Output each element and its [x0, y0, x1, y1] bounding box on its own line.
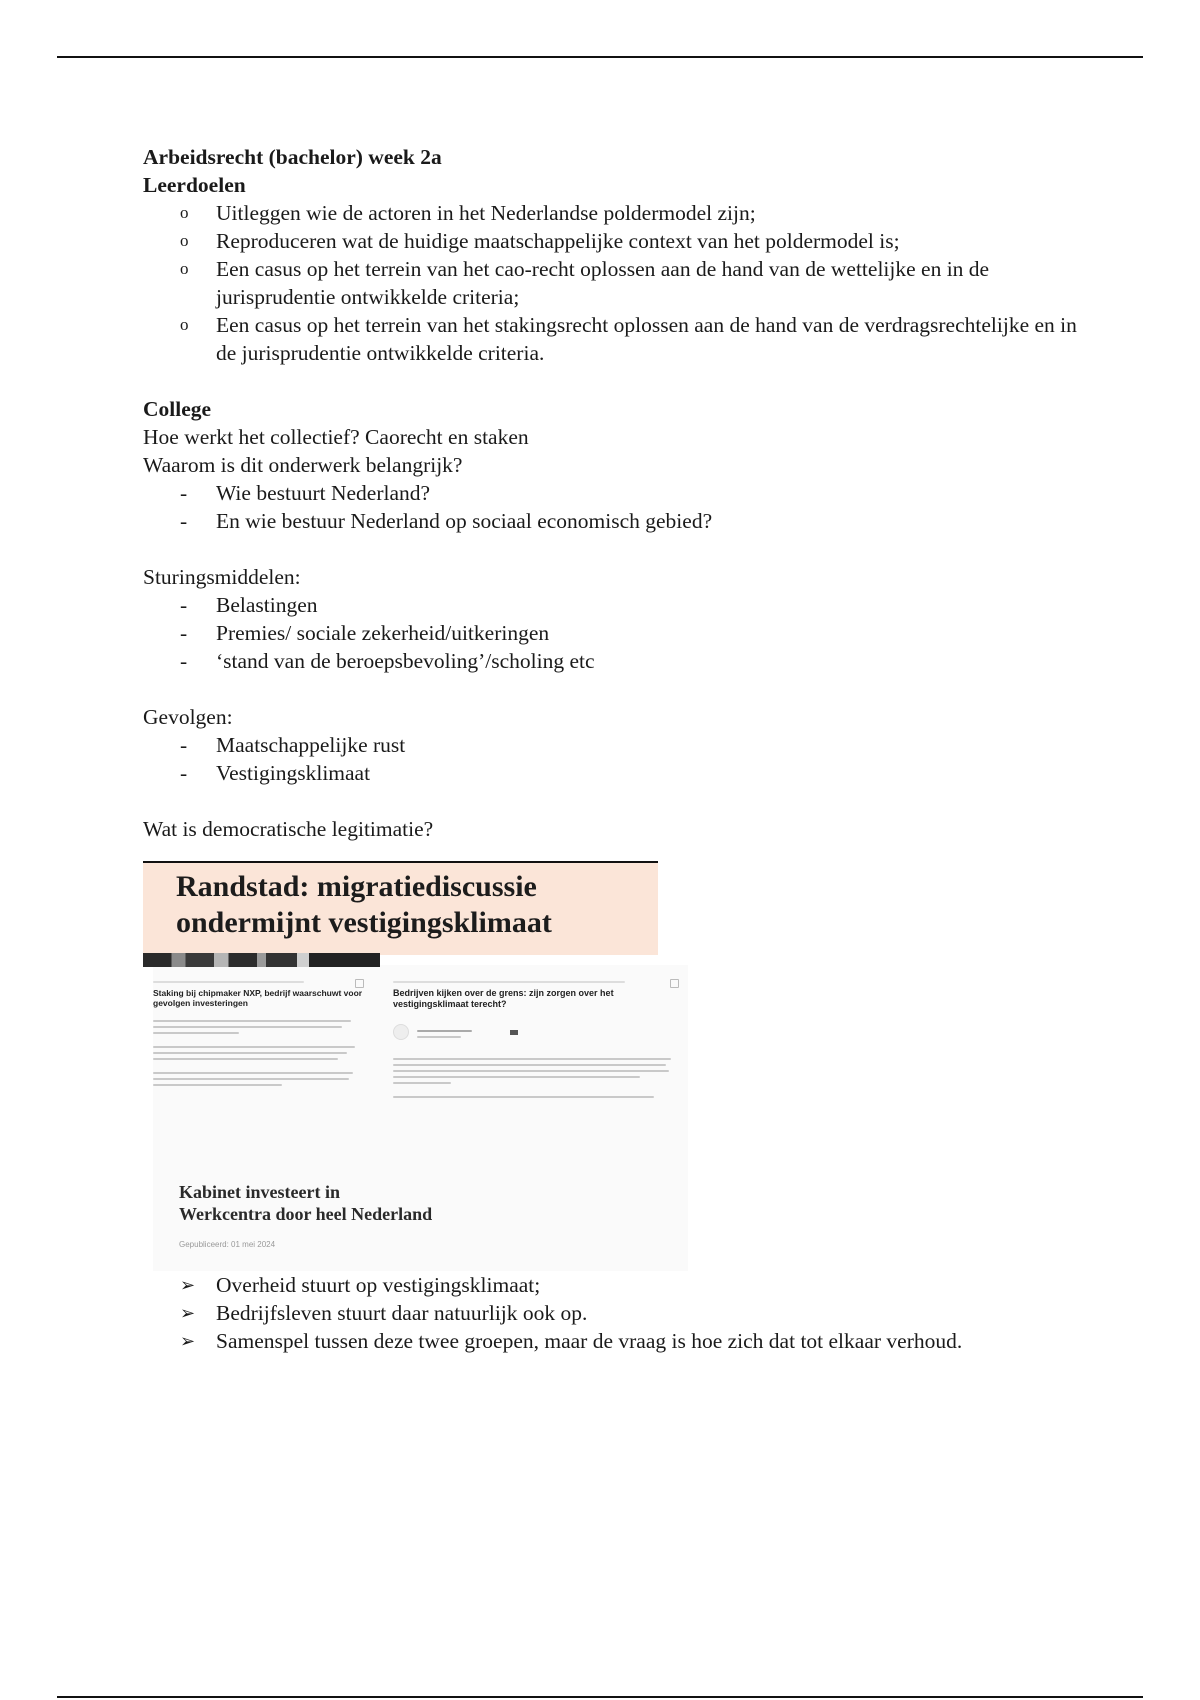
- college-line-1: Hoe werkt het collectief? Caorecht en staken: [143, 425, 529, 449]
- news-collage-image: [143, 861, 688, 1271]
- list-item-text: Premies/ sociale zekerheid/uitkeringen: [216, 621, 550, 645]
- arrow-bullet-icon: ➢: [180, 1331, 196, 1351]
- arrow-bullet-icon: ➢: [180, 1303, 196, 1323]
- badge-icon: [510, 1030, 518, 1035]
- list-item: [143, 255, 1083, 311]
- list-item-text: Bedrijfsleven stuurt daar natuurlijk ook op.: [216, 1301, 588, 1325]
- circle-bullet-icon: o: [180, 259, 189, 278]
- list-item-text: Uitleggen wie de actoren in het Nederlandse poldermodel zijn;: [216, 201, 756, 225]
- learning-goals-heading: Leerdoelen: [143, 173, 246, 197]
- circle-bullet-icon: o: [180, 315, 189, 334]
- published-date: Gepubliceerd: 01 mei 2024: [179, 1240, 276, 1249]
- dash-bullet-icon: -: [180, 481, 188, 505]
- list-item-text: Maatschappelijke rust: [216, 733, 406, 757]
- list-item-text: ‘stand van de beroepsbevoling’/scholing etc: [216, 649, 595, 673]
- college-line-2: Waarom is dit onderwerk belangrijk?: [143, 453, 463, 477]
- bottom-rule: [57, 1696, 1143, 1698]
- top-rule: [57, 56, 1143, 58]
- document-title: Arbeidsrecht (bachelor) week 2a: [143, 145, 442, 169]
- college-heading: College: [143, 397, 212, 421]
- list-item: [143, 591, 1083, 619]
- kabinet-line-1: Kabinet investeert in: [179, 1182, 340, 1202]
- list-item-text: Een casus op het terrein van het cao-recht oplossen aan de hand van de wettelijke en in de jurisprudentie ontwikkelde criteria;: [216, 257, 990, 309]
- author-row: [393, 1024, 683, 1040]
- dash-bullet-icon: -: [180, 649, 188, 673]
- list-item: [143, 507, 1083, 535]
- gevolgen-list: [143, 731, 1083, 787]
- article-card-nxp: [153, 979, 368, 1159]
- learning-goals-list: [143, 199, 1083, 367]
- list-item-text: En wie bestuur Nederland op sociaal economisch gebied?: [216, 509, 713, 533]
- arrow-bullet-icon: ➢: [180, 1275, 196, 1295]
- college-questions-list: [143, 479, 1083, 535]
- sturingsmiddelen-list: [143, 591, 1083, 675]
- list-item: [143, 199, 1083, 227]
- article-card-vestigingsklimaat: [393, 979, 683, 1179]
- avatar: [393, 1024, 409, 1040]
- list-item: [143, 619, 1083, 647]
- dash-bullet-icon: -: [180, 761, 188, 785]
- headline-banner: [143, 861, 658, 955]
- legitimacy-question: Wat is democratische legitimatie?: [143, 817, 434, 841]
- list-item-text: Reproduceren wat de huidige maatschappelijke context van het poldermodel is;: [216, 229, 900, 253]
- headline-text: [176, 869, 552, 941]
- list-item: [143, 311, 1083, 367]
- dash-bullet-icon: -: [180, 593, 188, 617]
- gevolgen-heading: Gevolgen:: [143, 705, 233, 729]
- list-item-text: Vestigingsklimaat: [216, 761, 371, 785]
- list-item-text: Wie bestuurt Nederland?: [216, 481, 431, 505]
- list-item: [143, 731, 1083, 759]
- list-item: [143, 1299, 1083, 1327]
- kabinet-headline: [179, 1181, 432, 1225]
- list-item-text: Een casus op het terrein van het stakingsrecht oplossen aan de hand van de verdragsrechtelijke en in de jurisprudentie ontwikkelde criteria.: [216, 313, 1077, 365]
- document-body: [143, 143, 1083, 1355]
- headline-line-1: Randstad: migratiediscussie: [176, 870, 537, 903]
- article-title: Bedrijven kijken over de grens: zijn zorgen over het vestigingsklimaat terecht?: [393, 988, 614, 1009]
- share-icon: [355, 979, 364, 988]
- list-item: [143, 759, 1083, 787]
- list-item: [143, 647, 1083, 675]
- list-item-text: Belastingen: [216, 593, 318, 617]
- list-item: [143, 1327, 1083, 1355]
- article-meta: [153, 981, 368, 988]
- conclusions-list: [143, 1271, 1083, 1355]
- headline-line-2: ondermijnt vestigingsklimaat: [176, 906, 552, 939]
- dash-bullet-icon: -: [180, 621, 188, 645]
- dash-bullet-icon: -: [180, 733, 188, 757]
- dash-bullet-icon: -: [180, 509, 188, 533]
- list-item: [143, 227, 1083, 255]
- circle-bullet-icon: o: [180, 231, 189, 250]
- share-icon: [670, 979, 679, 988]
- sturingsmiddelen-heading: Sturingsmiddelen:: [143, 565, 301, 589]
- circle-bullet-icon: o: [180, 203, 189, 222]
- photo-strip: [143, 953, 380, 967]
- article-title: Staking bij chipmaker NXP, bedrijf waarschuwt voor gevolgen investeringen: [153, 988, 363, 1008]
- list-item: [143, 1271, 1083, 1299]
- article-meta: [393, 981, 683, 988]
- list-item-text: Overheid stuurt op vestigingsklimaat;: [216, 1273, 541, 1297]
- list-item: [143, 479, 1083, 507]
- kabinet-line-2: Werkcentra door heel Nederland: [179, 1204, 433, 1224]
- list-item-text: Samenspel tussen deze twee groepen, maar de vraag is hoe zich dat tot elkaar verhoud.: [216, 1329, 963, 1353]
